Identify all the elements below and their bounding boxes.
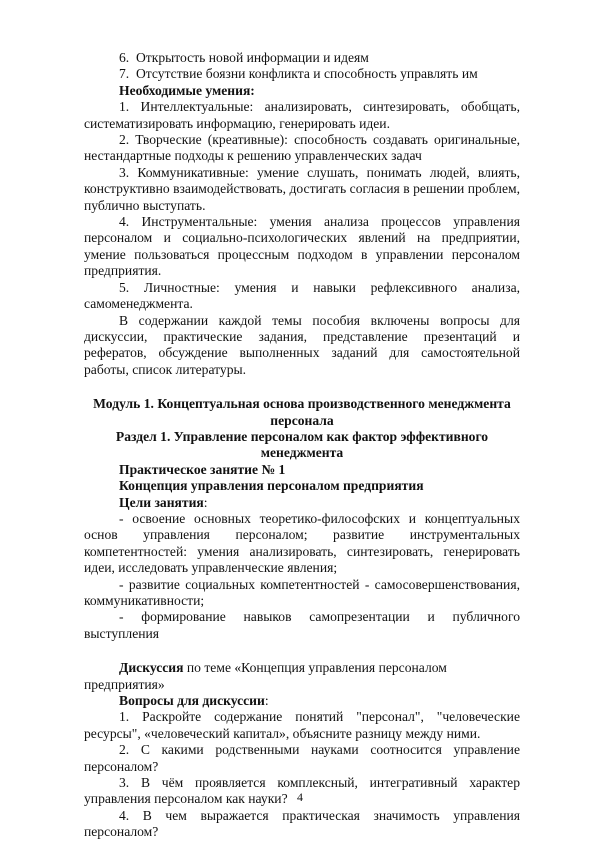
questions-heading-line bbox=[84, 693, 520, 709]
question-item: 3. В чём проявляется комплексный, интегративный характер управления персоналом как науки? bbox=[84, 775, 520, 807]
document-page bbox=[84, 50, 520, 841]
list-item: 7. Отсутствие боязни конфликта и способность управлять им bbox=[119, 66, 478, 82]
skill-item: 3. Коммуникативные: умение слушать, понимать людей, влиять, конструктивно взаимодействовать, достигать согласия в решении проблем, публично выступать. bbox=[84, 164, 520, 213]
lesson-topic: Концепция управления персоналом предприятия bbox=[119, 478, 424, 494]
goal-item: - освоение основных теоретико-философских и концептуальных основ управления персоналом; развитие инструментальных компетентностей: умения анализировать, синтезировать, генерировать идеи, исследовать управленческие явления; bbox=[84, 510, 520, 576]
goal-item: - формирование навыков самопрезентации и публичного выступления bbox=[84, 609, 520, 641]
question-item: 4. В чем выражается практическая значимость управления персоналом? bbox=[84, 807, 520, 840]
lesson-title: Практическое занятие № 1 bbox=[119, 461, 286, 477]
goals-heading: Цели занятия bbox=[119, 494, 204, 510]
skill-item: 4. Инструментальные: умения анализа процессов управления персоналом и социально-психологических явлений на предприятии, умение пользоваться процессным подходом в управлении персоналом предприятия. bbox=[84, 214, 520, 279]
module-title: Модуль 1. Концептуальная основа производственного менеджмента персонала bbox=[93, 396, 511, 428]
goals-colon: : bbox=[203, 494, 208, 510]
goal-item: - развитие социальных компетентностей - самосовершенствования, коммуникативности; bbox=[84, 576, 520, 608]
skill-item: 1. Интеллектуальные: анализировать, синтезировать, обобщать, систематизировать информацию, генерировать идеи. bbox=[84, 99, 520, 131]
discussion-line bbox=[84, 660, 520, 693]
section-title: Раздел 1. Управление персоналом как фактор эффективного менеджмента bbox=[115, 428, 489, 461]
question-item: 1. Раскройте содержание понятий "персонал", "человеческие ресурсы", «человеческий капитал», объясните разницу между ними. bbox=[84, 709, 520, 741]
spacer bbox=[84, 642, 520, 660]
skills-heading: Необходимые умения: bbox=[119, 82, 255, 98]
skill-item: 5. Личностные: умения и навыки рефлексивного анализа, самоменеджмента. bbox=[84, 279, 520, 312]
question-item: 2. С какими родственными науками соотносится управление персоналом? bbox=[84, 742, 520, 774]
skill-item: 2. Творческие (креативные): способность создавать оригинальные, нестандартные подходы к решению управленческих задач bbox=[84, 132, 520, 164]
discussion-text: по теме «Концепция управления персоналом предприятия» bbox=[84, 660, 447, 692]
discussion-label: Дискуссия bbox=[119, 660, 184, 676]
content-note: В содержании каждой темы пособия включены вопросы для дискуссии, практические задания, представление презентаций и рефератов, обсуждение выполненных заданий для самостоятельной работы, список литературы. bbox=[84, 312, 520, 377]
list-item: 6. Открытость новой информации и идеям bbox=[119, 50, 369, 65]
spacer bbox=[84, 378, 520, 396]
page-number: 4 bbox=[297, 790, 303, 804]
goals-heading-line bbox=[84, 495, 520, 511]
questions-heading: Вопросы для дискуссии bbox=[119, 693, 265, 709]
questions-colon: : bbox=[264, 693, 269, 709]
